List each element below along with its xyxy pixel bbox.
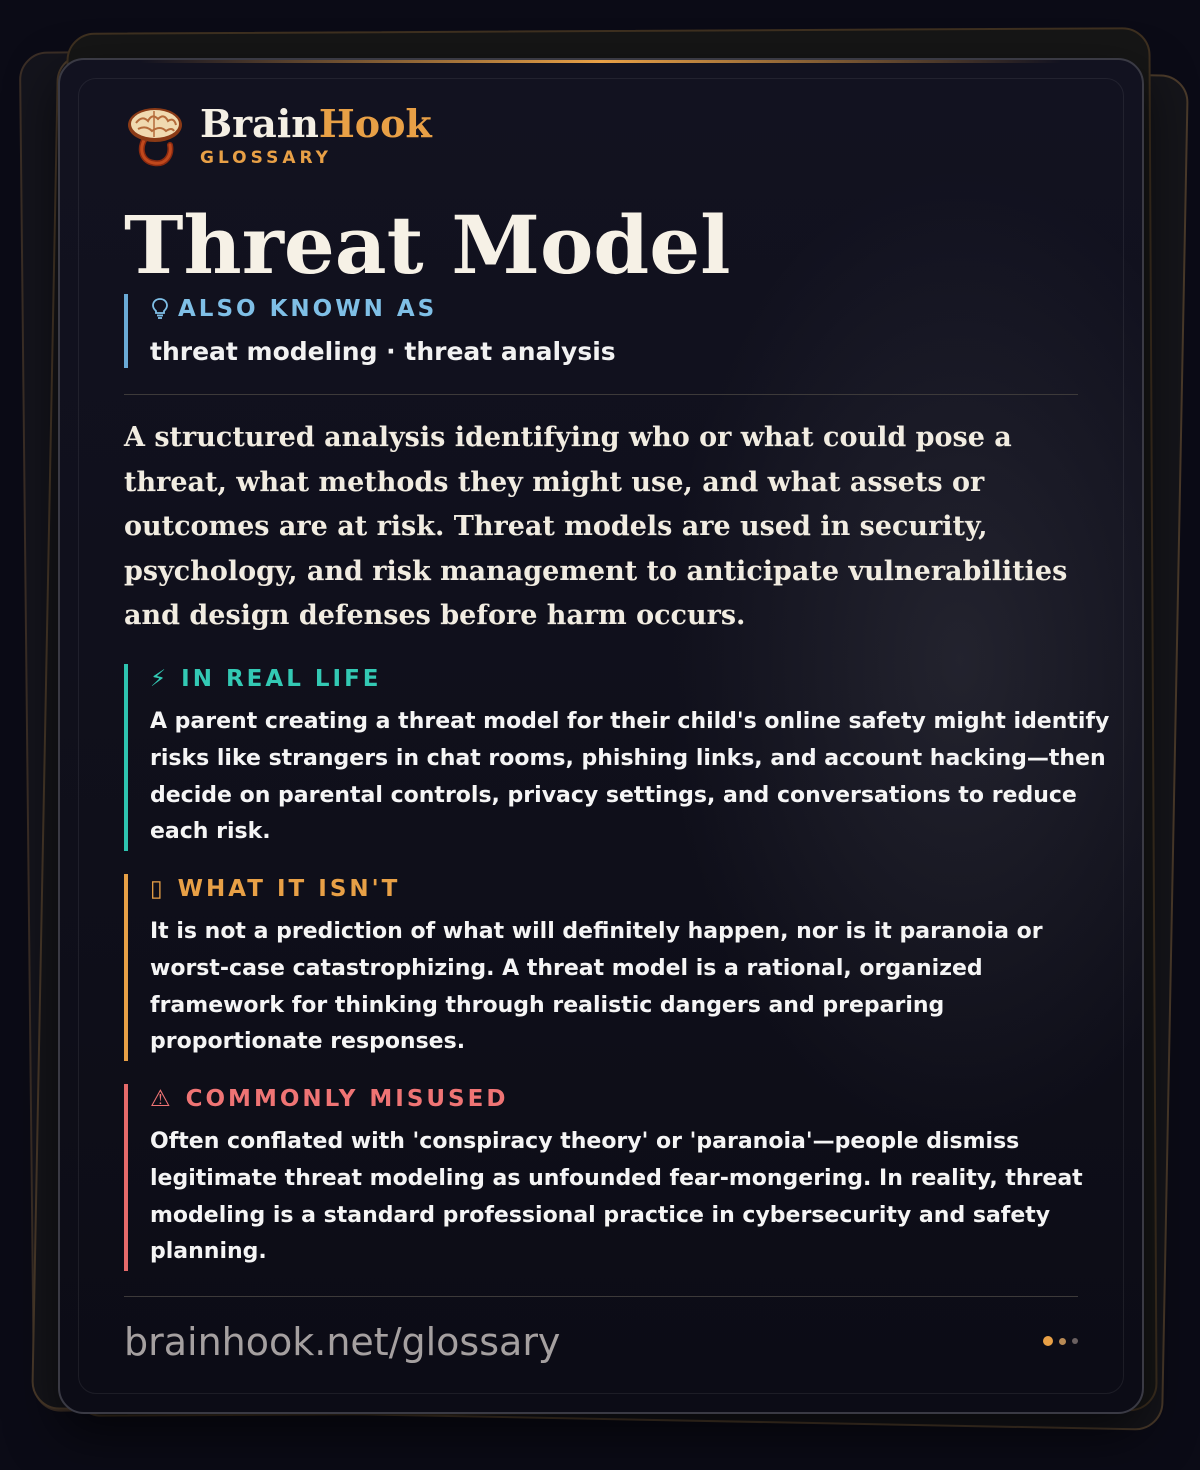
warning-icon: ⚠ [150,1086,174,1112]
brand-header [126,101,432,168]
page-indicator-dots [1037,1336,1078,1346]
definition-text: A structured analysis identifying who or what could pose a threat, what methods they might use, and what assets or outcomes are at risk. Threat models are used in security, psychology, and risk management to anticipate vulnerabilities and design defenses before harm occurs. [124,422,1068,632]
also-known-as-label: ALSO KNOWN AS [178,296,438,322]
section-body: It is not a prediction of what will definitely happen, nor is it paranoia or worst-case catastrophizing. A threat model is a rational, organized framework for thinking through realistic dangers and preparing proportionate responses. [150,919,1043,1055]
brand-name-part1: Brain [200,101,319,146]
brand-subtitle: GLOSSARY [200,148,332,168]
divider-bottom [124,1296,1078,1297]
section-heading-label: WHAT IT ISN'T [177,876,401,902]
page-dot [1059,1338,1066,1345]
section-in-real-life [124,664,1110,851]
divider-top [124,394,1078,395]
lightbulb-icon [150,297,170,319]
glossary-card [58,58,1144,1414]
lightning-icon: ⚡ [150,666,170,692]
section-what-it-isnt [124,874,1110,1061]
section-heading-label: COMMONLY MISUSED [185,1086,509,1112]
section-heading [150,874,1110,904]
brain-hook-logo-icon [126,105,184,167]
section-body: Often conflated with 'conspiracy theory' or 'paranoia'—people dismiss legitimate threat modeling as unfounded fear-mongering. In reality, threat modeling is a standard professional practice in cybersecurity and safety planning. [150,1129,1083,1265]
brand-name-part2: Hook [318,101,432,146]
also-known-as-text: threat modeling · threat analysis [150,337,616,366]
section-heading [150,664,1110,694]
also-known-as-heading [150,294,1050,324]
footer-url-link[interactable]: brainhook.net/glossary [124,1320,561,1364]
page-dot-active [1043,1336,1053,1346]
term-title: Threat Model [124,198,731,292]
page-dot [1072,1338,1078,1344]
also-known-as-block [124,294,1050,368]
missing-glyph-icon: ▯ [150,876,166,902]
section-commonly-misused [124,1084,1110,1271]
section-heading-label: IN REAL LIFE [181,666,382,692]
section-body: A parent creating a threat model for their child's online safety might identify risks like strangers in chat rooms, phishing links, and account hacking—then decide on parental controls, privacy settings, and conversations to reduce each risk. [150,709,1110,845]
brand-name [200,101,432,146]
section-heading [150,1084,1110,1114]
